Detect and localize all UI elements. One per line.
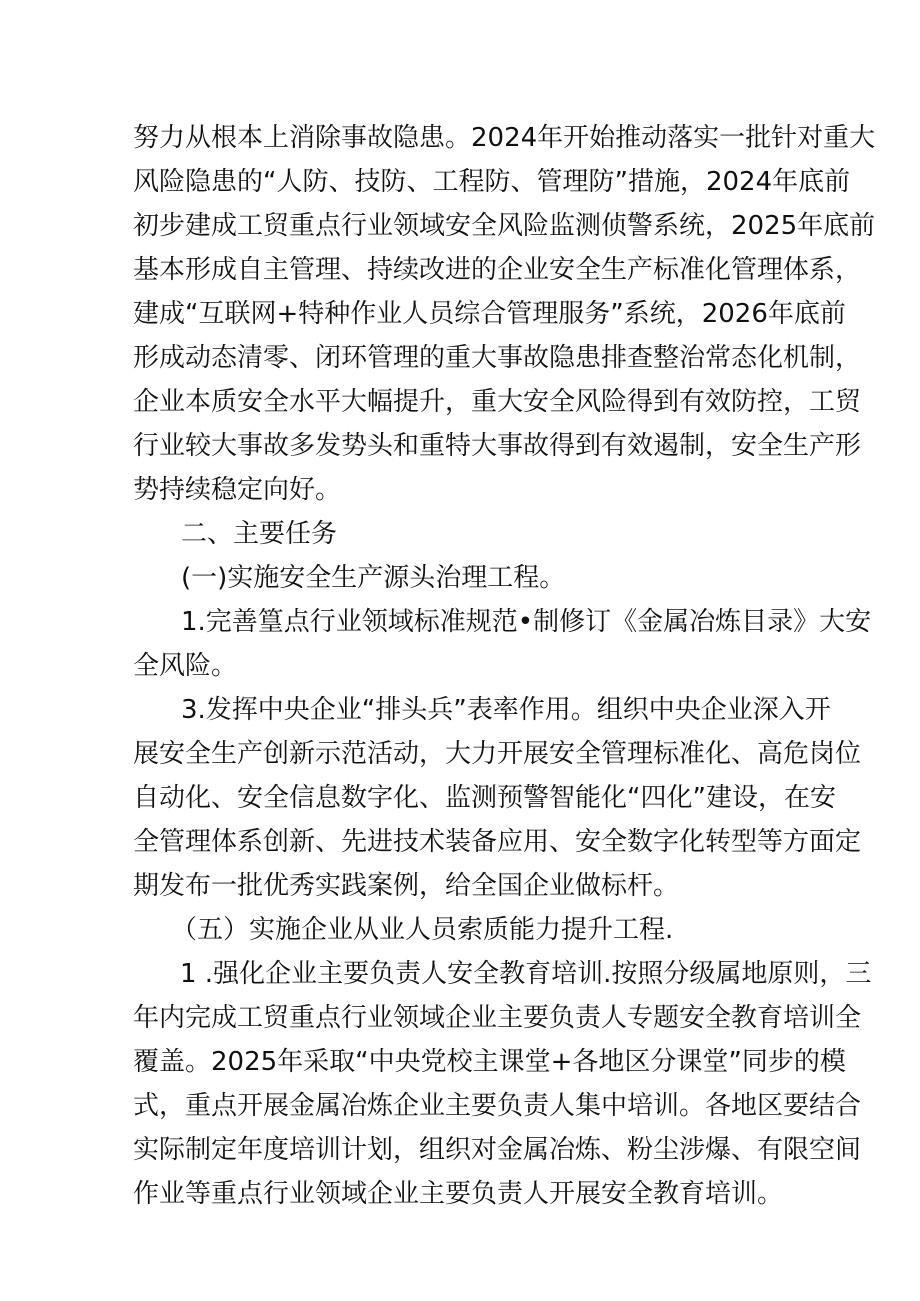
body-text-line: 期发布一批优秀实践案例，给全国企业做标杆。: [133, 871, 680, 901]
body-text-line: 年内完成工贸重点行业领域企业主要负责人专题安全教育培训全: [133, 1003, 862, 1033]
body-text-line: 展安全生产创新示范活动，大力开展安全管理标准化、高危岗位: [133, 739, 862, 769]
body-text-line: 1.完善篁点行业领域标准规范•制修订《金属冶炼目录》大安: [181, 607, 872, 637]
body-text-line: 势持续稳定向好。: [133, 475, 342, 505]
body-text-line: 1 .强化企业主要负责人安全教育培训.按照分级属地原则，三: [180, 959, 872, 989]
body-text-line: 3.发挥中央企业“排头兵”表率作用。组织中央企业深入开: [181, 695, 831, 725]
body-text-line: 自动化、安全信息数字化、监测预警智能化“四化”建设，在安: [133, 783, 836, 813]
body-text-line: 作业等重点行业领域企业主要负责人开展安全教育培训。: [133, 1179, 784, 1209]
body-text-line: 全管理体系创新、先进技术装备应用、安全数字化转型等方面定: [133, 827, 862, 857]
body-text-line: 努力从根本上消除事故隐患。2024年开始推动落实一批针对重大: [133, 123, 876, 153]
body-text-line: 行业较大事故多发势头和重特大事故得到有效遏制，安全生产形: [133, 431, 862, 461]
body-text-line: 基本形成自主管理、持续改进的企业安全生产标准化管理体系，: [133, 255, 862, 285]
body-text-line: 式，重点开展金属冶炼企业主要负责人集中培训。各地区要结合: [133, 1091, 862, 1121]
body-text-line: 覆盖。2025年采取“中央党校主课堂+各地区分课堂”同步的模: [133, 1047, 846, 1077]
body-text-line: 实际制定年度培训计划，组织对金属冶炼、粉尘涉爆、有限空间: [133, 1135, 862, 1165]
section-heading: 二、主要任务: [181, 519, 338, 549]
subsection-heading: （五）实施企业从业人员索质能力提升工程.: [171, 915, 674, 945]
body-text-line: 企业本质安全水平大幅提升，重大安全风险得到有效防控，工贸: [133, 387, 862, 417]
body-text-line: 初步建成工贸重点行业领域安全风险监测侦警系统，2025年底前: [133, 211, 876, 241]
body-text-line: 全风险。: [133, 651, 238, 681]
body-text-line: 建成“互联网+特种作业人员综合管理服务”系统，2026年底前: [133, 299, 846, 329]
body-text-line: 形成动态清零、闭环管理的重大事故隐患排查整治常态化机制，: [133, 343, 862, 373]
body-text-line: 风险隐患的“人防、技防、工程防、管理防”措施，2024年底前: [133, 167, 851, 197]
subsection-heading: (一)实施安全生产源头治理工程。: [181, 563, 566, 593]
